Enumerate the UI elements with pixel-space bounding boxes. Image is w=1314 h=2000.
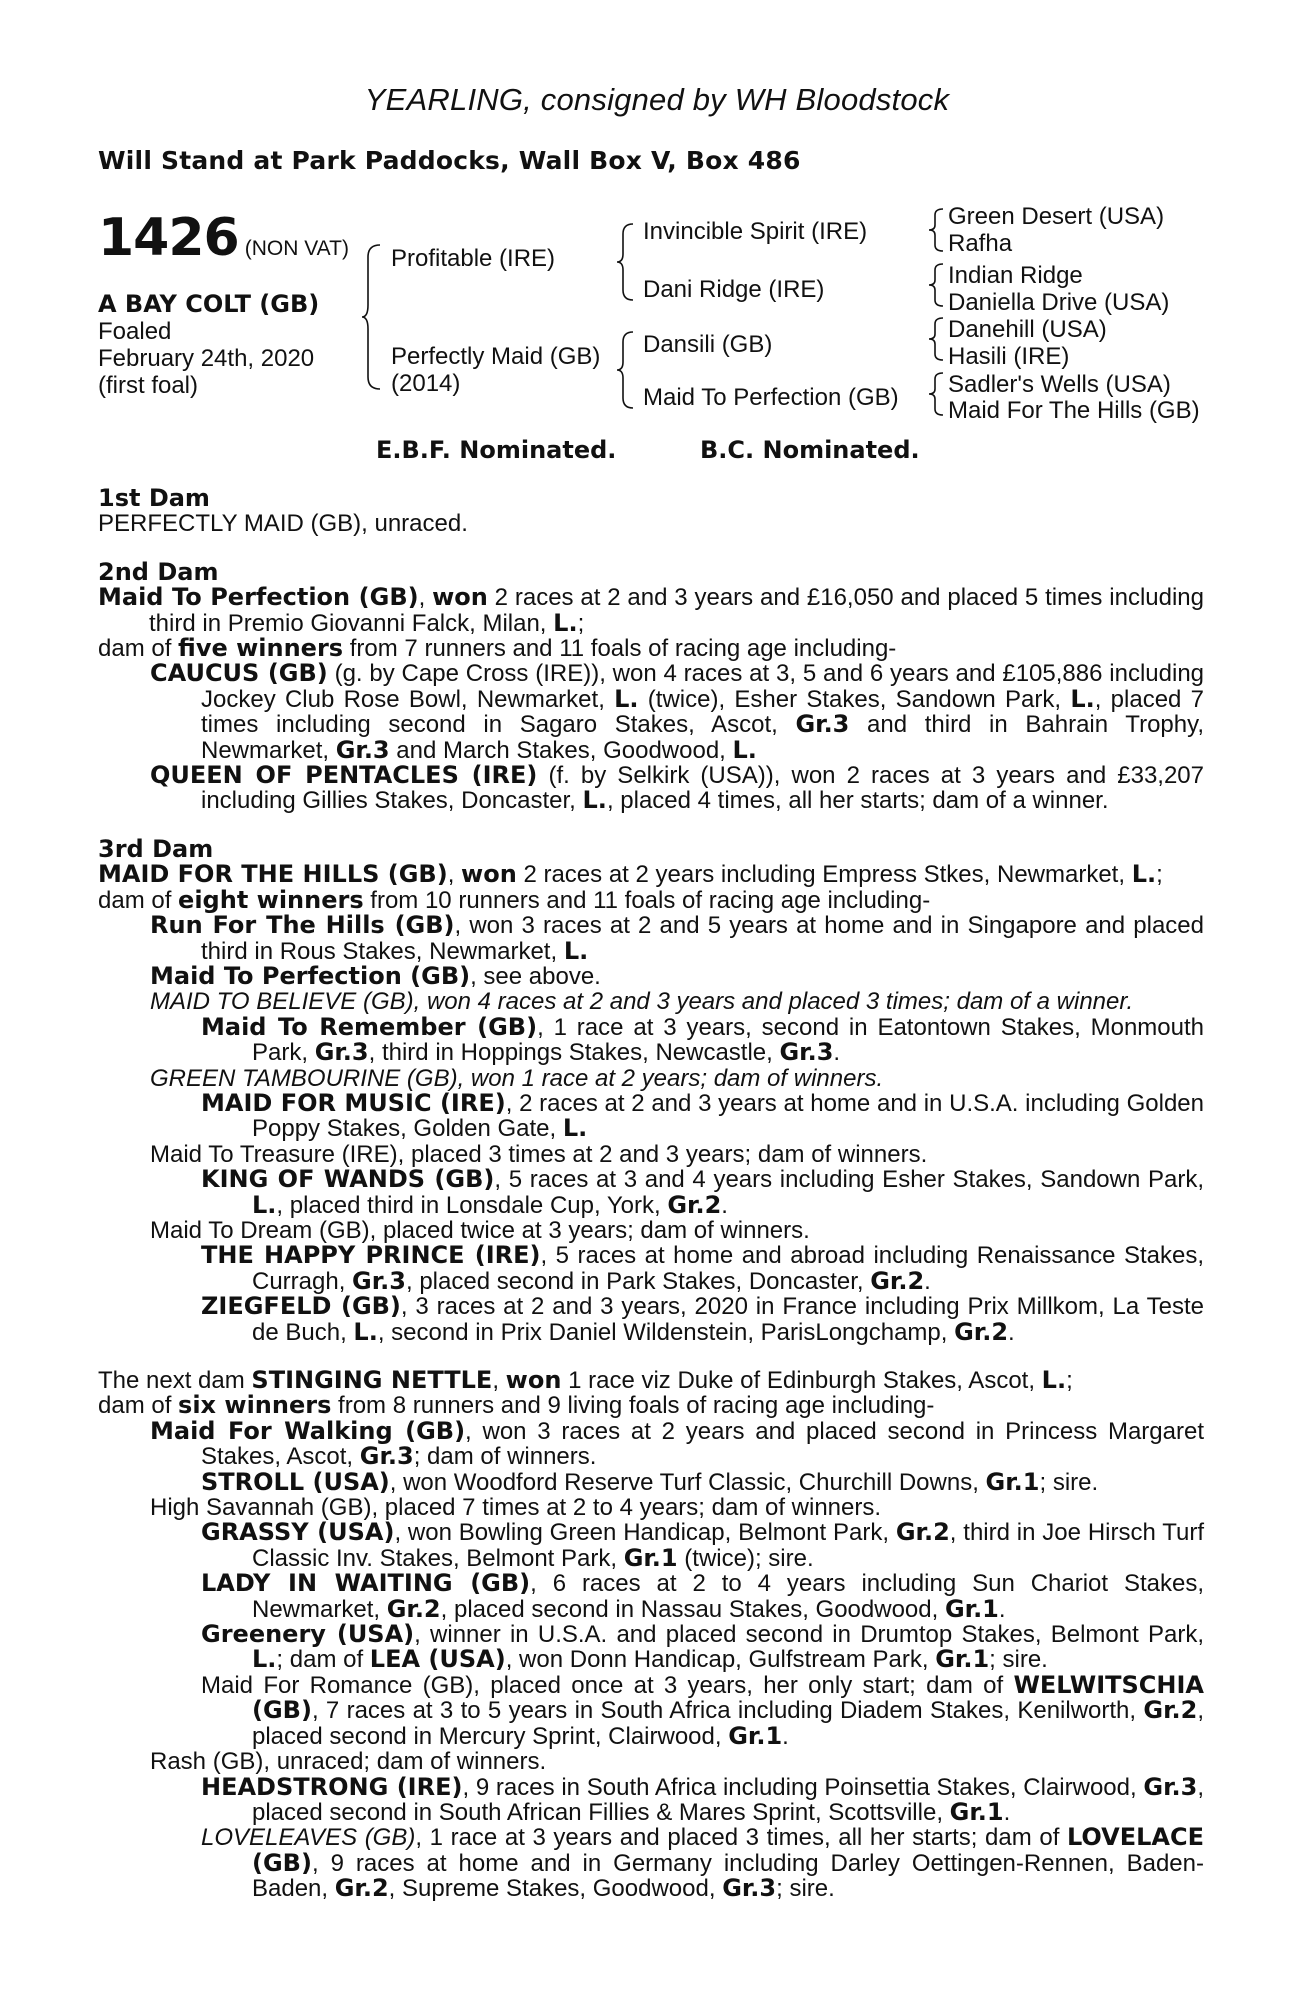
record-text: . (721, 1191, 728, 1219)
produce-maid-to-perfection (98, 961, 1204, 990)
produce-name: ZIEGFELD (GB) (201, 1292, 401, 1321)
record-text: . (782, 1722, 789, 1750)
group-mark: Gr.3 (1143, 1772, 1198, 1801)
record-text: , 5 races at 3 and 4 years including Esher Stakes, Sandown Park, (494, 1166, 1204, 1194)
record-text: , won 3 races at 2 and 5 years at home and in Singapore and placed third in Rous Stakes, Newmarket, (201, 912, 1204, 965)
won-label: won (461, 860, 517, 889)
record-text: , placed second in Nassau Stakes, Goodwood, (440, 1595, 945, 1623)
produce-maid-to-dream: Maid To Dream (GB), placed twice at 3 years; dam of winners. (150, 1216, 810, 1244)
produce-name: MAID FOR MUSIC (IRE) (201, 1088, 506, 1117)
produce-name: Maid To Remember (GB) (201, 1012, 538, 1041)
record-text: , placed second in Park Stakes, Doncaster, (405, 1267, 871, 1295)
listed-mark: L. (614, 684, 639, 713)
produce-rash: Rash (GB), unraced; dam of winners. (150, 1748, 547, 1776)
produce-name: GRASSY (USA) (201, 1518, 395, 1547)
record-text: (twice); sire. (677, 1544, 814, 1572)
record-text: dam of (98, 635, 179, 663)
produce-name: WELWITSCHIA (GB) (252, 1670, 1204, 1725)
third-dam-section (98, 834, 1205, 1346)
listed-mark: L. (252, 1190, 277, 1219)
record-text: , placed second in Mercury Sprint, Clairwood, (252, 1697, 1204, 1750)
group-mark: Gr.3 (314, 1038, 369, 1067)
record-text: ; dam of (276, 1646, 370, 1674)
produce-name: LADY IN WAITING (GB) (201, 1569, 531, 1598)
record-text: . (998, 1595, 1006, 1623)
produce-run-for-the-hills (98, 913, 1204, 964)
group-mark: Gr.3 (722, 1874, 777, 1903)
record-text: , placed 7 times including second in Sagaro Stakes, Ascot, (201, 685, 1205, 739)
record-text: ; sire. (776, 1875, 835, 1903)
produce-grassy (98, 1520, 1204, 1571)
record-text: . (1008, 1318, 1015, 1346)
second-dam-record: Maid To Perfection (GB), won 2 races at 2 and 3 years and £16,050 and placed 5 times including third in Premio Giovanni Falck, Milan, L.; (98, 583, 1205, 637)
record-text: from 7 runners and 11 foals of racing age including- (343, 635, 897, 663)
record-text: , 9 races at home and in Germany including Darley Oettingen-Rennen, Baden-Baden, (252, 1849, 1204, 1903)
ped-ss: Invincible Spirit (IRE) (643, 218, 868, 245)
record-text: ; sire. (989, 1646, 1048, 1674)
produce-caucus (98, 661, 1204, 763)
foaled-label: Foaled (98, 318, 172, 345)
second-dam-name: Maid To Perfection (GB) (98, 583, 419, 612)
winners-count: eight winners (178, 885, 364, 914)
lot-number: 1426 (98, 208, 239, 268)
record-text: , placed second in South African Fillies & Mares Sprint, Scottsville, (252, 1773, 1205, 1826)
produce-name: Maid To Perfection (GB) (150, 961, 471, 990)
group-mark: Gr.2 (386, 1594, 441, 1623)
record-text: , see above. (470, 962, 601, 990)
record-text: . (833, 1039, 841, 1067)
produce-headstrong (98, 1772, 1205, 1826)
group-mark: Gr.1 (949, 1797, 1004, 1826)
record-text: , won 4 races at 2 and 3 years and placed 3 times; dam of a winner. (413, 988, 1134, 1016)
record-text: , winner in U.S.A. and placed second in Drumtop Stakes, Belmont Park, (414, 1621, 1204, 1649)
foaled-date: February 24th, 2020 (98, 345, 315, 372)
produce-name: KING OF WANDS (GB) (201, 1165, 495, 1194)
produce-maid-for-walking (98, 1416, 1205, 1471)
record-text: , third in Joe Hirsch Turf Classic Inv. Stakes, Belmont Park, (252, 1519, 1205, 1572)
record-text: , won Bowling Green Handicap, Belmont Park, (394, 1519, 896, 1547)
second-dam-heading: 2nd Dam (98, 557, 219, 586)
next-dam-record: The next dam STINGING NETTLE, won 1 race viz Duke of Edinburgh Stakes, Ascot, L.; (98, 1366, 1073, 1394)
listed-mark: L. (252, 1645, 277, 1674)
brace-dam (615, 330, 637, 410)
third-dam-name: MAID FOR THE HILLS (GB) (98, 860, 448, 889)
group-mark: Gr.1 (985, 1467, 1040, 1496)
first-dam-text: PERFECTLY MAID (GB), unraced. (98, 510, 468, 538)
ped-sd: Dani Ridge (IRE) (643, 276, 825, 303)
listed-mark: L. (732, 735, 757, 764)
record-text: , won Donn Handicap, Gulfstream Park, (505, 1646, 936, 1674)
record-text: , won Woodford Reserve Turf Classic, Churchill Downs, (389, 1468, 986, 1496)
record-text: ; (577, 609, 585, 637)
ped-sdd: Daniella Drive (USA) (948, 289, 1170, 316)
record-text: , 2 races at 2 and 3 years at home and in U.S.A. including Golden Poppy Stakes, Golden Gate, (252, 1089, 1205, 1143)
record-text: ; (1156, 861, 1163, 889)
produce-stroll (98, 1467, 1204, 1496)
record-text: Maid For Romance (GB), placed once at 3 years, her only start; dam of (201, 1671, 1014, 1699)
listed-mark: L. (562, 1114, 588, 1143)
produce-name: Greenery (USA) (201, 1620, 415, 1649)
produce-name: QUEEN OF PENTACLES (IRE) (150, 761, 538, 790)
record-text: 2 races at 2 and 3 years and £16,050 and placed 5 times including third in Premio Giovanni Falck, Milan, (149, 584, 1205, 637)
catalogue-body (98, 486, 1204, 1925)
record-text: (g. by Cape Cross (IRE)), won 4 races at 3, 5 and 6 years and £105,886 including Jockey Club Rose Bowl, Newmarket, (201, 660, 1205, 713)
brace-dd (927, 371, 947, 417)
ped-dam: Perfectly Maid (GB) (391, 343, 601, 370)
page-header: YEARLING, consigned by WH Bloodstock (364, 82, 950, 117)
ped-dd: Maid To Perfection (GB) (643, 384, 899, 411)
produce-name: MAID TO BELIEVE (GB) (150, 988, 414, 1016)
record-text: (f. by Selkirk (USA)), won 2 races at 3 years and £33,207 including Gillies Stakes, Doncaster, (201, 762, 1205, 815)
group-mark: Gr.1 (728, 1721, 783, 1750)
group-mark: Gr.2 (954, 1317, 1009, 1346)
ebf-nomination: E.B.F. Nominated. (376, 436, 617, 464)
produce-maid-for-music (98, 1088, 1205, 1143)
record-text: . (924, 1267, 931, 1295)
produce-maid-for-romance (98, 1670, 1204, 1750)
listed-mark: L. (1070, 684, 1095, 713)
record-text: , 1 race at 3 years, second in Eatontown Stakes, Monmouth Park, (252, 1013, 1205, 1067)
produce-name: Run For The Hills (GB) (150, 911, 455, 940)
record-text: , placed 4 times, all her starts; dam of a winner. (606, 787, 1109, 815)
won-label: won (505, 1366, 562, 1394)
third-dam-record: MAID FOR THE HILLS (GB), won 2 races at 2 years including Empress Stkes, Newmarket, L.; (98, 860, 1163, 889)
vat-status: (NON VAT) (244, 237, 349, 260)
produce-name: LEA (USA) (369, 1645, 506, 1674)
record-text: dam of (98, 886, 179, 914)
ped-ssd: Rafha (948, 230, 1013, 257)
record-text: from 10 runners and 11 foals of racing age including- (363, 886, 931, 914)
ped-ds: Dansili (GB) (643, 331, 773, 358)
record-text: and third in Bahrain Trophy, Newmarket, (201, 711, 1204, 764)
ped-sire: Profitable (IRE) (391, 245, 556, 272)
produce-maid-to-believe (98, 989, 1204, 1014)
produce-name: CAUCUS (GB) (150, 659, 328, 688)
group-mark: Gr.3 (359, 1442, 414, 1471)
record-text: from 8 runners and 9 living foals of racing age including- (331, 1392, 935, 1420)
record-text: ; (1066, 1367, 1073, 1394)
brace-sire (615, 222, 637, 302)
record-text: , won 1 race at 2 years; dam of winners. (457, 1064, 884, 1092)
first-dam-heading: 1st Dam (98, 484, 210, 512)
group-mark: Gr.3 (335, 735, 390, 764)
group-mark: Gr.1 (623, 1543, 678, 1572)
listed-mark: L. (553, 608, 578, 637)
second-dam-produce (98, 636, 1204, 661)
ped-ddd: Maid For The Hills (GB) (948, 397, 1200, 424)
horse-name: A BAY COLT (GB) (98, 290, 320, 318)
group-mark: Gr.3 (795, 710, 850, 739)
brace-sd (927, 262, 947, 308)
foal-note: (first foal) (98, 372, 199, 399)
listed-mark: L. (582, 786, 607, 815)
lot-number-block (98, 208, 349, 268)
group-mark: Gr.2 (667, 1190, 722, 1219)
record-text: , Supreme Stakes, Goodwood, (388, 1875, 723, 1903)
produce-lady-in-waiting (98, 1571, 1204, 1622)
produce-high-savannah: High Savannah (GB), placed 7 times at 2 to 4 years; dam of winners. (150, 1494, 882, 1522)
listed-mark: L. (563, 936, 589, 965)
ped-sss: Green Desert (USA) (948, 203, 1165, 230)
produce-green-tambourine (98, 1066, 1204, 1091)
record-text: , third in Hoppings Stakes, Newcastle, (368, 1039, 780, 1067)
record-text: 2 races at 2 years including Empress Stkes, Newmarket, (516, 861, 1132, 889)
third-dam-heading: 3rd Dam (98, 834, 214, 863)
ped-dss: Danehill (USA) (948, 316, 1107, 343)
group-mark: Gr.3 (352, 1266, 406, 1295)
produce-loveleaves (98, 1825, 1204, 1901)
record-text: , 9 races in South Africa including Poinsettia Stakes, Clairwood, (462, 1773, 1144, 1801)
listed-mark: L. (1041, 1366, 1067, 1394)
produce-king-of-wands (98, 1167, 1204, 1218)
record-text: ; dam of winners. (413, 1443, 597, 1471)
listed-mark: L. (1131, 860, 1157, 889)
produce-name: GREEN TAMBOURINE (GB) (150, 1064, 458, 1092)
ped-dsd: Hasili (IRE) (948, 343, 1070, 370)
group-mark: Gr.1 (944, 1594, 999, 1623)
record-text: , second in Prix Daniel Wildenstein, ParisLongchamp, (377, 1318, 955, 1346)
bc-nomination: B.C. Nominated. (700, 436, 920, 464)
produce-maid-to-remember (98, 1012, 1205, 1067)
produce-greenery (98, 1622, 1204, 1673)
next-dam-produce (98, 1393, 1204, 1418)
next-dam-section (98, 1368, 1204, 1902)
produce-queen-of-pentacles (98, 763, 1204, 814)
ped-dds: Sadler's Wells (USA) (948, 371, 1171, 398)
group-mark: Gr.1 (935, 1645, 990, 1674)
record-text: ; sire. (1039, 1468, 1099, 1496)
record-text: and March Stakes, Goodwood, (389, 736, 733, 764)
listed-mark: L. (353, 1317, 378, 1346)
group-mark: Gr.2 (895, 1518, 950, 1547)
stand-location: Will Stand at Park Paddocks, Wall Box V, Box 486 (98, 146, 801, 175)
record-text: , 3 races at 2 and 3 years, 2020 in France including Prix Millkom, La Teste de Buch, (252, 1293, 1204, 1346)
ped-dam-year: (2014) (391, 370, 461, 397)
produce-maid-to-treasure: Maid To Treasure (IRE), placed 3 times at 2 and 3 years; dam of winners. (150, 1140, 928, 1168)
produce-name: THE HAPPY PRINCE (IRE) (201, 1241, 541, 1270)
first-dam-section (98, 486, 1204, 537)
record-text: dam of (98, 1392, 179, 1420)
record-text: , won 3 races at 2 years and placed second in Princess Margaret Stakes, Ascot, (201, 1417, 1205, 1471)
produce-ziegfeld (98, 1294, 1204, 1345)
record-text: , 5 races at home and abroad including Renaissance Stakes, Curragh, (252, 1242, 1204, 1295)
record-text: , 1 race at 3 years and placed 3 times, all her starts; dam of (415, 1824, 1067, 1852)
produce-name: LOVELEAVES (GB) (201, 1824, 416, 1852)
produce-the-happy-prince (98, 1243, 1204, 1294)
group-mark: Gr.2 (334, 1874, 389, 1903)
won-label: won (432, 583, 488, 612)
produce-name: HEADSTRONG (IRE) (201, 1772, 463, 1801)
record-text: . (1003, 1798, 1011, 1826)
next-dam-name: STINGING NETTLE (251, 1366, 493, 1394)
group-mark: Gr.3 (779, 1038, 834, 1067)
foal-info (98, 318, 314, 399)
brace-main (360, 243, 384, 391)
third-dam-produce (98, 885, 1204, 914)
group-mark: Gr.2 (1143, 1696, 1198, 1725)
brace-ds (927, 316, 947, 362)
winners-count: six winners (178, 1391, 332, 1420)
record-text: , placed third in Lonsdale Cup, York, (276, 1191, 668, 1219)
winners-count: five winners (178, 634, 344, 663)
produce-name: LOVELACE (GB) (252, 1823, 1205, 1877)
record-text: 1 race viz Duke of Edinburgh Stakes, Ascot, (561, 1367, 1042, 1394)
group-mark: Gr.2 (870, 1266, 925, 1295)
record-text: , 7 races at 3 to 5 years in South Africa including Diadem Stakes, Kenilworth, (311, 1697, 1144, 1725)
produce-name: Maid For Walking (GB) (150, 1416, 466, 1445)
ped-sds: Indian Ridge (948, 262, 1083, 289)
brace-ss (927, 207, 947, 253)
produce-name: STROLL (USA) (201, 1467, 390, 1496)
record-text: (twice), Esher Stakes, Sandown Park, (638, 685, 1071, 713)
record-text: The next dam (98, 1367, 252, 1394)
second-dam-section (98, 557, 1205, 815)
record-text: , 6 races at 2 to 4 years including Sun Chariot Stakes, Newmarket, (252, 1570, 1204, 1623)
